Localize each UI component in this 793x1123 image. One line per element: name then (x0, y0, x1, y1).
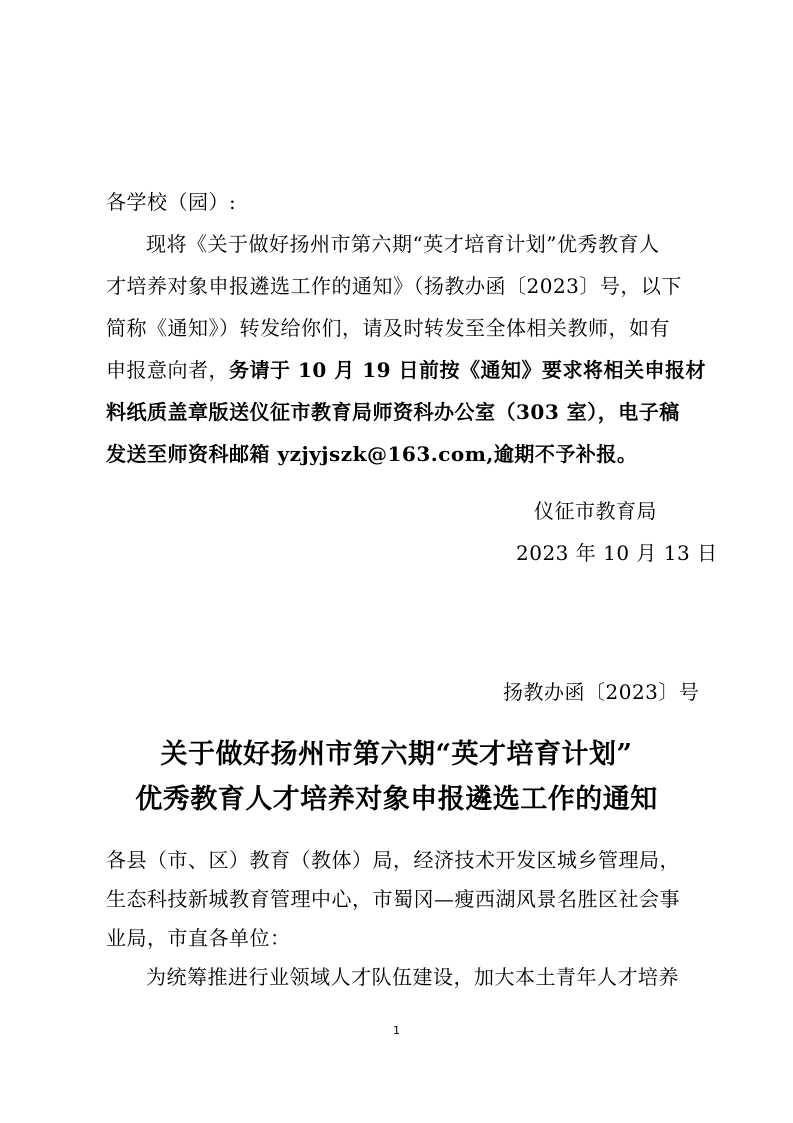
page-number: 1 (393, 1024, 400, 1037)
recipients-line-2: 生态科技新城教育管理中心，市蜀冈—瘦西湖风景名胜区社会事 (106, 887, 680, 911)
cover-body-line-4-plain: 申报意向者， (106, 358, 229, 382)
cover-body-line-4 (106, 356, 706, 384)
cover-body-line-1: 现将《关于做好扬州市第六期“英才培育计划”优秀教育人 (146, 232, 660, 256)
recipients-line-1: 各县（市、区）教育（教体）局，经济技术开发区城乡管理局， (106, 848, 680, 872)
notice-body-line-1: 为统筹推进行业领域人才队伍建设，加大本土青年人才培养 (146, 965, 679, 989)
cover-salutation: 各学校（园）: (106, 190, 237, 214)
cover-body-line-3: 简称《通知》）转发给你们，请及时转发至全体相关教师，如有 (106, 316, 670, 340)
recipients-line-3: 业局，市直各单位： (106, 926, 291, 950)
cover-body-line-5: 料纸质盖章版送仪征市教育局师资科办公室（303 室），电子稿 (106, 400, 680, 424)
signature-date: 2023 年 10 月 13 日 (516, 541, 718, 565)
cover-body-line-4-bold: 务请于 10 月 19 日前按《通知》要求将相关申报材 (229, 358, 707, 382)
signature-org: 仪征市教育局 (534, 499, 657, 523)
cover-body-line-2: 才培养对象申报遴选工作的通知》（扬教办函〔2023〕号，以下 (106, 274, 682, 298)
notice-title-line-2: 优秀教育人才培养对象申报遴选工作的通知 (135, 784, 658, 815)
notice-title-line-1: 关于做好扬州市第六期“英才培育计划” (160, 739, 633, 770)
cover-body-line-6: 发送至师资科邮箱 yzjyjszk@163.com,逾期不予补报。 (106, 442, 638, 466)
doc-number: 扬教办函〔2023〕号 (503, 680, 700, 704)
